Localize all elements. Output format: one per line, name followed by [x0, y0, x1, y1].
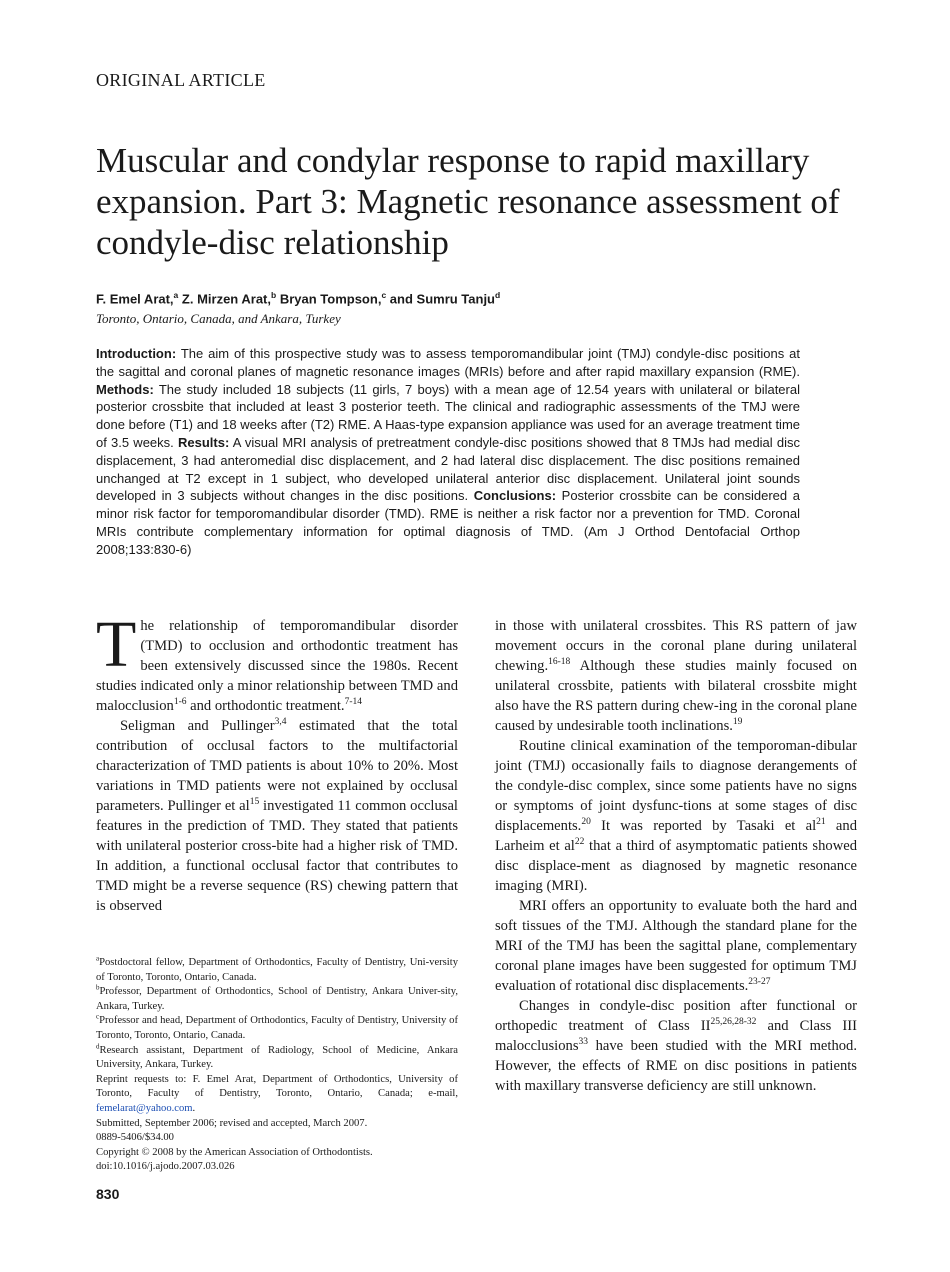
- paragraph-text: estimated that the total contribution of occlusal factors to the multifactorial characterization of TMD patients is about 10% to 20%. Most variations in TMD patients were not explained by occlusal parameters. Pullinger et al: [96, 718, 458, 814]
- abstract-results-text: A visual MRI analysis of pretreatment condyle-disc positions showed that 8 TMJs had medial disc displacement, 3 had anteromedial disc displacement, and 2 had lateral disc displacement. The disc positions remained unchanged at T2 except in 1 subject, who developed unilateral anterior disc displacement. Unilateral joint sounds developed in 3 subjects without changes in the disc positions.: [96, 434, 800, 504]
- abstract-results-label: Results:: [177, 434, 230, 450]
- paragraph-text: he relationship of temporomandibular disorder (TMD) to occlusion and orthodontic treatment has been extensively discussed since the 1980s. Recent studies indicated only a minor relationship between TMD and malocclusion: [96, 618, 458, 714]
- body-paragraph: [96, 608, 458, 716]
- abstract-conclusions-label: Conclusions:: [473, 488, 557, 504]
- abstract-methods-text: The study included 18 subjects (11 girls, 7 boys) with a mean age of 12.54 years with unilateral or bilateral posterior crossbite that included at least 3 posterior teeth. The clinical and radiographic assessments of the TMJ were done before (T1) and 18 weeks after (T2) RME. A Haas-type expansion appliance was used for an average treatment time of 3.5 weeks.: [96, 381, 800, 450]
- body-paragraph: [96, 716, 458, 916]
- paragraph-text: and orthodontic treatment.: [186, 698, 345, 714]
- author-affiliation-mark: d: [495, 290, 501, 300]
- abstract-methods-label: Methods:: [96, 381, 154, 397]
- footnote-mark: a: [96, 954, 100, 963]
- author-name: F. Emel Arat,: [96, 291, 174, 307]
- drop-cap: T: [96, 608, 137, 681]
- paragraph-text: Although these studies mainly focused on unilateral crossbite, patients with bilateral crossbite might also have the RS pattern during chew-ing in the coronal plane caused by undesirable tooth inclinations.: [495, 658, 857, 734]
- paragraph-text: and Class III malocclusions: [495, 1018, 857, 1054]
- paragraph-text: investigated 11 common occlusal features in the prediction of TMD. They stated that patients with unilateral posterior cross-bite had a higher risk of TMD. In addition, a functional occlusal factor that contributes to TMD might be a reverse sequence (RS) chewing pattern that is observed: [96, 798, 458, 914]
- citation-ref[interactable]: 25,26,28-32: [710, 1017, 757, 1028]
- author-name: and Sumru Tanju: [389, 291, 496, 307]
- author-affiliation-mark: b: [271, 290, 277, 300]
- reprint-requests: [96, 1073, 458, 1117]
- paragraph-text: Routine clinical examination of the temporoman-dibular joint (TMJ) occasionally fails to diagnose derangements of the condyle-disc complex, since some patients have no signs or symptoms of joint dysfunc-tions at some stages of disc displacements.: [495, 738, 857, 834]
- footnote-text: Postdoctoral fellow, Department of Orthodontics, Faculty of Dentistry, Uni-versity of Toronto, Toronto, Ontario, Canada.: [96, 957, 458, 983]
- footnote-text: Research assistant, Department of Radiology, School of Medicine, Ankara University, Ankara, Turkey.: [96, 1044, 458, 1071]
- footnote-d: [96, 1044, 458, 1073]
- doi: doi:10.1016/j.ajodo.2007.03.026: [96, 1161, 235, 1173]
- article-title: Muscular and condylar response to rapid maxillary expansion. Part 3: Magnetic resonance assessment of condyle-disc relationship: [96, 141, 840, 262]
- submission-dates: Submitted, September 2006; revised and accepted, March 2007.: [96, 1117, 368, 1129]
- page-number: 830: [96, 1186, 120, 1202]
- footnote-c: [96, 1014, 458, 1043]
- footnote-a: [96, 956, 458, 985]
- paragraph-text: that a third of asymptomatic patients showed disc displace-ment as diagnosed by magnetic resonance imaging (MRI).: [495, 838, 858, 894]
- issn: 0889-5406/$34.00: [96, 1132, 174, 1144]
- citation-ref[interactable]: 7-14: [344, 697, 362, 708]
- body-paragraph: [495, 616, 857, 736]
- paragraph-text: Changes in condyle-disc position after functional or orthopedic treatment of Class II: [495, 998, 857, 1034]
- email-link[interactable]: femelarat@yahoo.com: [96, 1102, 193, 1114]
- paragraph-text: Seligman and Pullinger: [120, 718, 275, 734]
- author-name: Bryan Tompson,: [279, 291, 382, 307]
- citation-ref[interactable]: 15: [249, 797, 260, 808]
- footnote-b: [96, 985, 458, 1014]
- abstract-intro-label: Introduction:: [96, 346, 177, 361]
- abstract-conclusions-text: Posterior crossbite can be considered a minor risk factor for temporomandibular disorder (TMD). RME is neither a risk factor nor a prevention for TMD. Coronal MRIs contribute complementary information for optimal diagnosis of TMD. (Am J Orthod Dentofacial Orthop 2008;133:830-6): [96, 488, 800, 557]
- citation-ref[interactable]: 3,4: [274, 717, 287, 728]
- citation-ref[interactable]: 33: [578, 1037, 588, 1048]
- reprint-end: .: [192, 1102, 196, 1114]
- footnote-text: Professor, Department of Orthodontics, School of Dentistry, Ankara Univer-sity, Ankara, Turkey.: [96, 986, 458, 1012]
- paragraph-text: and Larheim et al: [495, 818, 857, 854]
- citation-ref[interactable]: 21: [816, 817, 826, 828]
- body-paragraph: [495, 996, 857, 1096]
- citation-ref[interactable]: 19: [732, 717, 743, 728]
- author-affiliation: Toronto, Ontario, Canada, and Ankara, Turkey: [96, 311, 341, 326]
- section-label: ORIGINAL ARTICLE: [96, 70, 266, 90]
- copyright: Copyright © 2008 by the American Association of Orthodontists.: [96, 1146, 373, 1158]
- citation-ref[interactable]: 23-27: [748, 977, 771, 988]
- author-affiliation-mark: c: [381, 290, 387, 300]
- reprint-text: Reprint requests to: F. Emel Arat, Department of Orthodontics, University of Toronto, Faculty of Dentistry, Toronto, Ontario, Canada; e-mail,: [96, 1073, 458, 1100]
- author-list: [96, 290, 500, 306]
- author-name: Z. Mirzen Arat,: [181, 291, 271, 307]
- citation-ref[interactable]: 16-18: [548, 657, 571, 668]
- author-affiliation-mark: a: [173, 290, 179, 300]
- citation-ref[interactable]: 1-6: [173, 697, 187, 708]
- body-column-left: [96, 608, 458, 916]
- footnotes: [96, 956, 458, 1175]
- paragraph-text: It was reported by Tasaki et al: [590, 818, 817, 834]
- abstract: [96, 345, 800, 559]
- abstract-intro-text: The aim of this prospective study was to assess temporomandibular joint (TMJ) condyle-disc positions at the sagittal and coronal planes of magnetic resonance images (MRIs) before and after rapid maxillary expansion (RME).: [96, 346, 800, 379]
- citation-ref[interactable]: 22: [574, 837, 585, 848]
- paragraph-text: in those with unilateral crossbites. This RS pattern of jaw movement occurs in the coronal plane during unilateral chewing.: [495, 618, 857, 674]
- paragraph-text: have been studied with the MRI method. However, the effects of RME on disc positions in patients with maxillary transverse deficiency are still unknown.: [495, 1038, 857, 1094]
- body-paragraph: [495, 896, 857, 996]
- footnote-text: Professor and head, Department of Orthodontics, Faculty of Dentistry, University of Toronto, Toronto, Ontario, Canada.: [96, 1015, 458, 1041]
- footnote-mark: b: [96, 983, 100, 992]
- footnote-mark: d: [96, 1042, 100, 1051]
- paragraph-text: MRI offers an opportunity to evaluate both the hard and soft tissues of the TMJ. Although the standard plane for the MRI of the TMJ has been the sagittal plane, complementary coronal plane images have been suggested for optimum TMJ evaluation of rotational disc displacements.: [495, 898, 857, 994]
- footnote-mark: c: [96, 1012, 100, 1021]
- body-column-right: [495, 616, 857, 1096]
- citation-ref[interactable]: 20: [581, 817, 591, 828]
- body-paragraph: [495, 736, 857, 896]
